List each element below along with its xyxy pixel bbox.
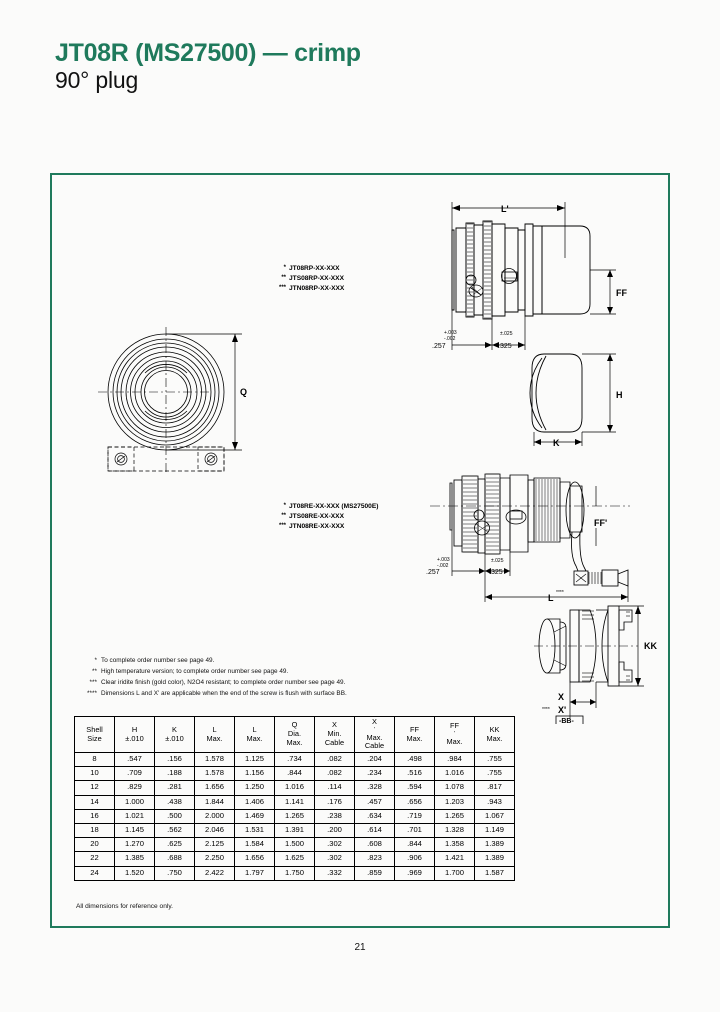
table-cell: 1.016 bbox=[275, 781, 315, 795]
footnote-text: High temperature version; to complete order number see page 49. bbox=[101, 668, 289, 676]
table-cell: .734 bbox=[275, 753, 315, 767]
table-cell: 1.578 bbox=[195, 753, 235, 767]
table-cell: .906 bbox=[395, 852, 435, 866]
footnote-marker: ** bbox=[281, 275, 286, 282]
part-number-text: JTN08RP-XX-XXX bbox=[289, 285, 345, 293]
table-cell: .332 bbox=[315, 866, 355, 880]
table-row bbox=[75, 866, 515, 880]
page-heading bbox=[55, 40, 361, 92]
table-cell: .969 bbox=[395, 866, 435, 880]
table-cell: 1.750 bbox=[275, 866, 315, 880]
table-cell: 12 bbox=[75, 781, 115, 795]
table-row bbox=[75, 838, 515, 852]
table-cell: 1.385 bbox=[115, 852, 155, 866]
table-row bbox=[75, 767, 515, 781]
table-cell: 2.422 bbox=[195, 866, 235, 880]
table-cell: .204 bbox=[355, 753, 395, 767]
page-subtitle: 90° plug bbox=[55, 67, 139, 94]
table-cell: 1.844 bbox=[195, 795, 235, 809]
bottom-view-dim-257: .257 bbox=[426, 569, 440, 576]
table-cell: 20 bbox=[75, 838, 115, 852]
table-cell: 16 bbox=[75, 809, 115, 823]
table-cell: .709 bbox=[115, 767, 155, 781]
footnote-marker: *** bbox=[89, 679, 97, 687]
table-cell: 10 bbox=[75, 767, 115, 781]
part-number-text: JTN08RE-XX-XXX bbox=[289, 523, 345, 531]
table-cell: .114 bbox=[315, 781, 355, 795]
footnote-item bbox=[85, 666, 347, 677]
footnotes-list bbox=[85, 655, 347, 699]
table-cell: .562 bbox=[155, 823, 195, 837]
table-cell: 18 bbox=[75, 823, 115, 837]
table-cell: .500 bbox=[155, 809, 195, 823]
table-header-cell: L Max. bbox=[195, 717, 235, 753]
table-header-cell: KK Max. bbox=[475, 717, 515, 753]
table-cell: .302 bbox=[315, 852, 355, 866]
table-row bbox=[75, 753, 515, 767]
table-cell: .498 bbox=[395, 753, 435, 767]
table-header-cell: H ±.010 bbox=[115, 717, 155, 753]
table-cell: 1.078 bbox=[435, 781, 475, 795]
top-view-k-label: K bbox=[553, 438, 560, 448]
table-cell: .859 bbox=[355, 866, 395, 880]
bottom-view-length-label: L bbox=[548, 593, 554, 603]
detail-view-drawing bbox=[520, 596, 680, 724]
table-cell: 1.141 bbox=[275, 795, 315, 809]
table-cell: .082 bbox=[315, 767, 355, 781]
table-cell: .750 bbox=[155, 866, 195, 880]
table-cell: .594 bbox=[395, 781, 435, 795]
table-cell: .516 bbox=[395, 767, 435, 781]
detail-view-x-label: X bbox=[558, 692, 565, 702]
top-view-tol-257-upper: +.003 bbox=[444, 330, 457, 336]
footnote-item bbox=[85, 688, 347, 699]
table-cell: .457 bbox=[355, 795, 395, 809]
footnote-text: Clear iridite finish (gold color), N2O4 resistant; to complete order number see page 49. bbox=[101, 679, 346, 687]
footnote-marker: * bbox=[94, 657, 97, 664]
part-number-line bbox=[272, 274, 344, 284]
part-numbers-bottom bbox=[272, 502, 378, 533]
footnote-text: Dimensions L and X' are applicable when the end of the screw is flush with surface BB. bbox=[101, 690, 347, 698]
footnote-marker: * bbox=[283, 265, 286, 271]
footnote-marker: * bbox=[283, 503, 286, 509]
top-view-tol-257-lower: -.002 bbox=[444, 336, 456, 342]
bottom-view-tol-257-upper: +.003 bbox=[437, 557, 450, 563]
table-cell: 1.265 bbox=[435, 809, 475, 823]
table-cell: .328 bbox=[355, 781, 395, 795]
part-numbers-top bbox=[272, 264, 344, 295]
part-number-line bbox=[272, 522, 378, 532]
table-cell: .755 bbox=[475, 767, 515, 781]
table-row bbox=[75, 781, 515, 795]
footnote-marker: ** bbox=[281, 513, 286, 520]
table-header-cell: FF Max. bbox=[395, 717, 435, 753]
table-cell: 2.125 bbox=[195, 838, 235, 852]
footnote-marker: **** bbox=[87, 690, 97, 698]
bottom-view-ff-label: FF' bbox=[594, 518, 608, 528]
table-cell: .823 bbox=[355, 852, 395, 866]
footnote-marker: *** bbox=[278, 523, 286, 530]
table-cell: 1.328 bbox=[435, 823, 475, 837]
table-row bbox=[75, 823, 515, 837]
table-cell: 1.421 bbox=[435, 852, 475, 866]
table-header-cell: X ' Max. Cable bbox=[355, 717, 395, 753]
table-cell: .829 bbox=[115, 781, 155, 795]
table-cell: 2.046 bbox=[195, 823, 235, 837]
top-view-dim-257: .257 bbox=[432, 343, 446, 350]
table-cell: 1.203 bbox=[435, 795, 475, 809]
table-cell: 1.270 bbox=[115, 838, 155, 852]
table-cell: .614 bbox=[355, 823, 395, 837]
table-cell: 1.389 bbox=[475, 852, 515, 866]
part-number-line bbox=[272, 284, 344, 294]
table-cell: 1.500 bbox=[275, 838, 315, 852]
table-cell: 1.389 bbox=[475, 838, 515, 852]
bottom-view-length-marker: **** bbox=[556, 590, 564, 596]
table-cell: 1.584 bbox=[235, 838, 275, 852]
table-cell: 2.000 bbox=[195, 809, 235, 823]
table-cell: 1.656 bbox=[195, 781, 235, 795]
table-row bbox=[75, 795, 515, 809]
table-row bbox=[75, 809, 515, 823]
table-cell: 1.000 bbox=[115, 795, 155, 809]
top-view-drawing bbox=[430, 188, 645, 453]
table-cell: 1.016 bbox=[435, 767, 475, 781]
table-cell: 1.587 bbox=[475, 866, 515, 880]
table-header-cell: FF ' Max. bbox=[435, 717, 475, 753]
table-cell: .755 bbox=[475, 753, 515, 767]
top-view-tol-325: ±.025 bbox=[500, 331, 513, 337]
part-number-line bbox=[272, 264, 344, 274]
table-cell: 14 bbox=[75, 795, 115, 809]
table-cell: 1.149 bbox=[475, 823, 515, 837]
table-header-cell: L Max. bbox=[235, 717, 275, 753]
table-cell: .701 bbox=[395, 823, 435, 837]
table-cell: .817 bbox=[475, 781, 515, 795]
page-number: 21 bbox=[354, 942, 366, 953]
top-view-h-label: H bbox=[616, 390, 623, 400]
table-cell: 1.700 bbox=[435, 866, 475, 880]
detail-view-x-prime-label: X' bbox=[558, 705, 567, 715]
table-header-cell: Shell Size bbox=[75, 717, 115, 753]
footnote-marker: *** bbox=[278, 285, 286, 292]
part-number-text: JT08RP-XX-XXX bbox=[289, 265, 340, 272]
table-cell: .188 bbox=[155, 767, 195, 781]
table-cell: .608 bbox=[355, 838, 395, 852]
page-title: JT08R (MS27500) — crimp bbox=[55, 39, 361, 67]
table-cell: 1.625 bbox=[275, 852, 315, 866]
table-cell: 1.021 bbox=[115, 809, 155, 823]
specifications-table bbox=[74, 716, 515, 881]
table-cell: .943 bbox=[475, 795, 515, 809]
footnote-item bbox=[85, 677, 347, 688]
table-cell: 1.358 bbox=[435, 838, 475, 852]
table-cell: .844 bbox=[275, 767, 315, 781]
footnote-marker: ** bbox=[92, 668, 97, 676]
table-cell: .656 bbox=[395, 795, 435, 809]
detail-view-kk-label: KK bbox=[644, 641, 657, 651]
table-header-cell: X Min. Cable bbox=[315, 717, 355, 753]
front-view-drawing bbox=[90, 325, 265, 485]
detail-view-surface-label: -BB- bbox=[559, 718, 574, 724]
footnote-text: To complete order number see page 49. bbox=[101, 657, 215, 664]
table-cell: 1.125 bbox=[235, 753, 275, 767]
table-cell: .156 bbox=[155, 753, 195, 767]
table-cell: 1.067 bbox=[475, 809, 515, 823]
table-row bbox=[75, 852, 515, 866]
table-note: All dimensions for reference only. bbox=[76, 903, 173, 910]
detail-view-x-prime-marker: **** bbox=[542, 707, 550, 713]
table-cell: .844 bbox=[395, 838, 435, 852]
table-cell: .200 bbox=[315, 823, 355, 837]
table-cell: 1.469 bbox=[235, 809, 275, 823]
table-cell: 1.578 bbox=[195, 767, 235, 781]
table-cell: 1.156 bbox=[235, 767, 275, 781]
table-header-cell: K ±.010 bbox=[155, 717, 195, 753]
table-cell: 8 bbox=[75, 753, 115, 767]
table-cell: .082 bbox=[315, 753, 355, 767]
bottom-view-drawing bbox=[400, 470, 645, 615]
bottom-view-tol-325: ±.025 bbox=[491, 558, 504, 564]
part-number-text: JTS08RE-XX-XXX bbox=[289, 513, 344, 521]
table-cell: .634 bbox=[355, 809, 395, 823]
table-cell: 24 bbox=[75, 866, 115, 880]
top-view-ff-label: FF bbox=[616, 288, 627, 298]
table-cell: 1.531 bbox=[235, 823, 275, 837]
table-cell: 22 bbox=[75, 852, 115, 866]
part-number-text: JTS08RP-XX-XXX bbox=[289, 275, 344, 283]
table-cell: .234 bbox=[355, 767, 395, 781]
table-cell: 1.406 bbox=[235, 795, 275, 809]
table-cell: 1.520 bbox=[115, 866, 155, 880]
top-view-dim-325: .325 bbox=[498, 343, 512, 350]
part-number-line bbox=[272, 502, 378, 512]
table-cell: .625 bbox=[155, 838, 195, 852]
table-body bbox=[75, 753, 515, 881]
table-cell: 1.265 bbox=[275, 809, 315, 823]
table-header-row bbox=[75, 717, 515, 753]
footnote-item bbox=[85, 655, 347, 666]
table-cell: .302 bbox=[315, 838, 355, 852]
front-view-q-label: Q bbox=[240, 387, 248, 397]
top-view-length-label: L' bbox=[501, 204, 509, 214]
table-cell: .688 bbox=[155, 852, 195, 866]
table-cell: .281 bbox=[155, 781, 195, 795]
table-cell: 1.656 bbox=[235, 852, 275, 866]
table-cell: .438 bbox=[155, 795, 195, 809]
bottom-view-dim-325: .325 bbox=[489, 569, 503, 576]
table-cell: .238 bbox=[315, 809, 355, 823]
table-cell: 2.250 bbox=[195, 852, 235, 866]
bottom-view-tol-257-lower: -.002 bbox=[437, 563, 449, 569]
table-cell: 1.797 bbox=[235, 866, 275, 880]
table-cell: .547 bbox=[115, 753, 155, 767]
table-header-cell: Q Dia. Max. bbox=[275, 717, 315, 753]
part-number-text: JT08RE-XX-XXX (MS27500E) bbox=[289, 503, 379, 510]
table-cell: 1.391 bbox=[275, 823, 315, 837]
table-cell: 1.145 bbox=[115, 823, 155, 837]
table-cell: .719 bbox=[395, 809, 435, 823]
table-cell: 1.250 bbox=[235, 781, 275, 795]
table-cell: .984 bbox=[435, 753, 475, 767]
table-cell: .176 bbox=[315, 795, 355, 809]
part-number-line bbox=[272, 512, 378, 522]
